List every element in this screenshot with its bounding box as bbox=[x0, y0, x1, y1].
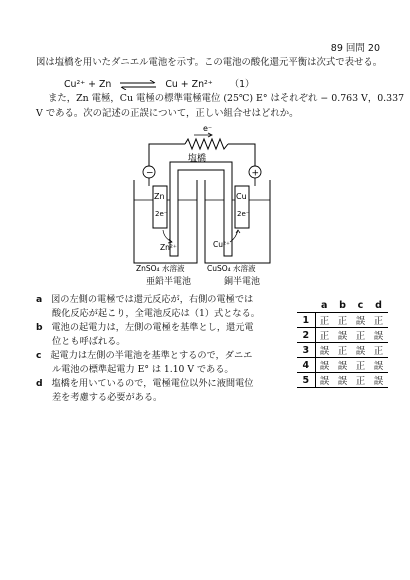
header-b: b bbox=[334, 298, 352, 313]
daniell-cell-diagram bbox=[130, 118, 290, 280]
statement-b: b 電池の起電力は，左側の電極を基準とし，還元電 bbox=[36, 322, 254, 333]
statement-b-line-2: 位とも呼ばれる。 bbox=[52, 336, 126, 347]
statement-c-line-2: ル電池の標準起電力 E° は 1.10 V である。 bbox=[52, 364, 234, 375]
statement-a: a 図の左側の電極では還元反応が，右側の電極では bbox=[36, 294, 254, 305]
cu-label: Cu bbox=[236, 192, 247, 201]
equation-right: Cu + Zn²⁺ bbox=[165, 79, 213, 90]
equation bbox=[64, 76, 254, 90]
statement-c: c 起電力は左側の半電池を基準とするので，ダニエ bbox=[36, 350, 253, 361]
answer-table bbox=[297, 298, 388, 388]
statement-a-line-2: 酸化反応が起こり，全電池反応は（1）式となる。 bbox=[52, 308, 260, 319]
answer-row-5[interactable]: 5 誤 誤 正 誤 bbox=[297, 373, 388, 388]
zn-half-cell-label: 亜鉛半電池 bbox=[146, 277, 192, 287]
header-d: d bbox=[370, 298, 388, 313]
answer-row-4[interactable]: 4 誤 誤 正 誤 bbox=[297, 358, 388, 373]
intro-line-3: V である。次の記述の正誤について，正しい組合せはどれか。 bbox=[36, 108, 299, 119]
statement-d: d 塩橋を用いているので，電極電位以外に液間電位 bbox=[36, 378, 254, 389]
electron-label: e⁻ bbox=[203, 124, 213, 133]
cu-half-cell-label: 銅半電池 bbox=[224, 277, 261, 287]
resistor-icon bbox=[185, 139, 228, 149]
header-a: a bbox=[315, 298, 334, 313]
question-number: 89 回問 20 bbox=[330, 43, 380, 54]
equation-number: （1） bbox=[229, 79, 255, 90]
equilibrium-arrow-icon bbox=[118, 80, 158, 90]
answer-table-header bbox=[297, 298, 388, 313]
svg-text:−: − bbox=[146, 168, 154, 179]
zn-ion-label: Zn²⁺ bbox=[160, 243, 177, 252]
zn-electron-label: 2e⁻ bbox=[155, 210, 168, 218]
zn-label: Zn bbox=[154, 192, 165, 201]
header-c: c bbox=[352, 298, 370, 313]
svg-text:+: + bbox=[251, 168, 260, 179]
answer-row-3[interactable]: 3 誤 正 誤 正 bbox=[297, 343, 388, 358]
intro-line-2: また，Zn 電極，Cu 電極の標準電極電位 (25℃) E° はそれぞれ − 0.763 V，0.337 bbox=[48, 93, 405, 104]
salt-bridge-label: 塩橋 bbox=[188, 154, 207, 164]
intro-line-1: 図は塩橋を用いたダニエル電池を示す。この電池の酸化還元平衡は次式で表せる。 bbox=[36, 57, 383, 68]
answer-row-2[interactable]: 2 正 誤 正 誤 bbox=[297, 328, 388, 343]
answer-row-1[interactable]: 1 正 正 誤 正 bbox=[297, 313, 388, 328]
zn-solution-label: ZnSO₄ 水溶液 bbox=[136, 264, 185, 273]
cu-electron-label: 2e⁻ bbox=[237, 210, 250, 218]
cu-solution-label: CuSO₄ 水溶液 bbox=[207, 264, 256, 273]
statement-d-line-2: 差を考慮する必要がある。 bbox=[52, 392, 163, 403]
cu-ion-label: Cu²⁺ bbox=[213, 240, 230, 249]
equation-left: Cu²⁺ + Zn bbox=[64, 79, 112, 90]
